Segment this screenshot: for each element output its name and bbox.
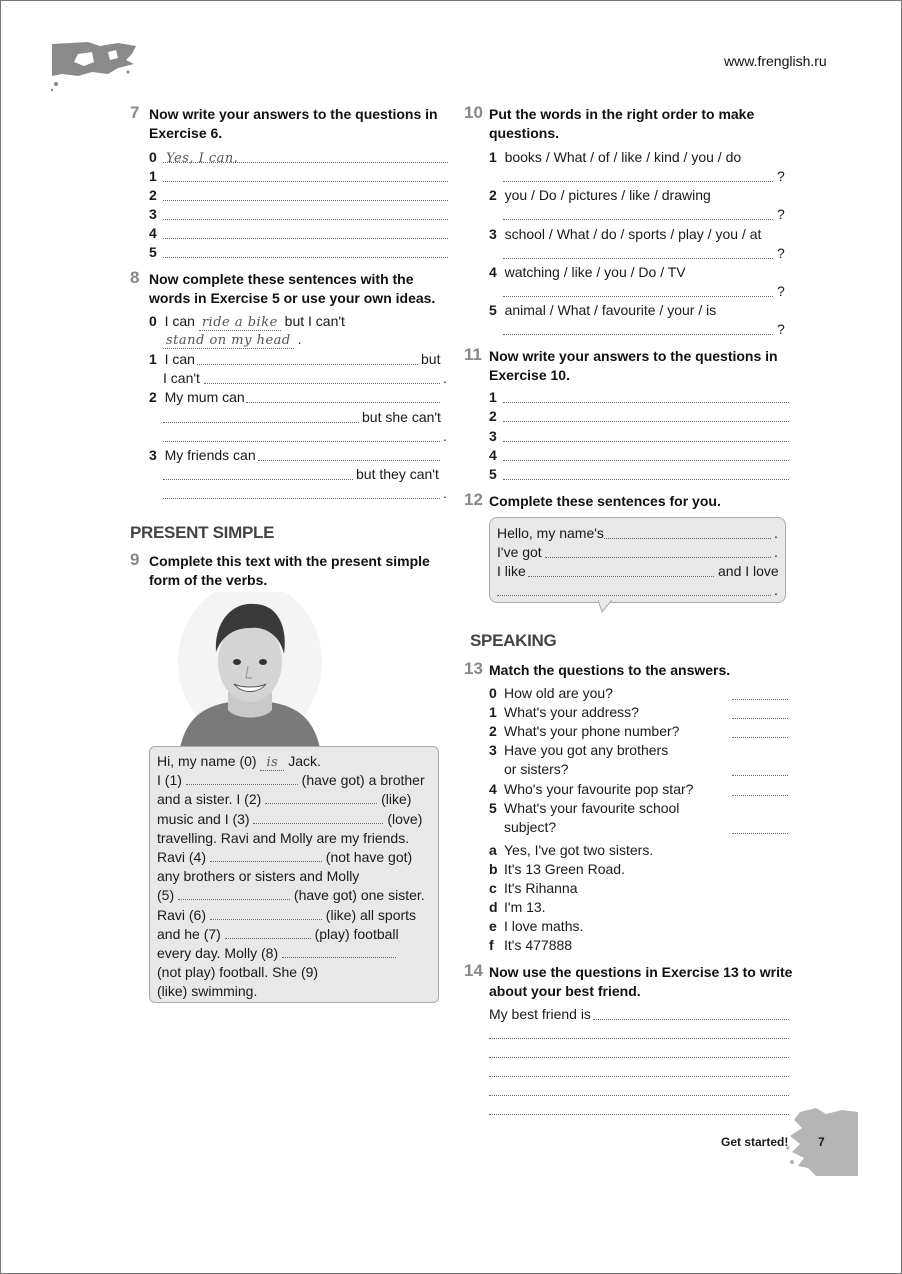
ex10-item-number: 5 <box>489 302 497 318</box>
exercise-14-title-line1: Now use the questions in Exercise 13 to write <box>489 964 793 980</box>
ex9-text-line <box>157 944 396 963</box>
ex8-item-3 <box>149 446 256 465</box>
ex9-text: every day. Molly (8) <box>157 945 279 961</box>
ex9-text: travelling. Ravi and Molly are my friends. <box>157 830 410 846</box>
ex12-blank[interactable] <box>528 562 714 577</box>
ex10-item-number: 1 <box>489 149 497 165</box>
ex8-text: but I can't <box>284 313 345 329</box>
ex14-blank[interactable] <box>489 1062 789 1077</box>
ex11-row-number: 2 <box>489 408 497 424</box>
ex11-blank[interactable] <box>503 427 789 442</box>
exercise-12-title: Complete these sentences for you. <box>489 493 721 509</box>
ex11-blank[interactable] <box>503 407 789 422</box>
ex8-text: I can <box>164 351 195 367</box>
ex7-blank[interactable] <box>163 148 448 163</box>
ex9-text-line <box>157 790 411 809</box>
footer-unit-label: Get started! <box>721 1135 789 1149</box>
ex7-row-number: 0 <box>149 149 157 165</box>
ex7-row-number: 2 <box>149 187 157 203</box>
ex13-answer-text: I'm 13. <box>504 899 546 915</box>
handwritten-answer: ride a bike <box>199 315 281 331</box>
exercise-11-title-line2: Exercise 10. <box>489 367 570 383</box>
ex10-item-number: 2 <box>489 187 497 203</box>
handwritten-answer: is <box>260 755 284 771</box>
ex10-blank[interactable] <box>503 167 773 182</box>
ex11-blank[interactable] <box>503 446 789 461</box>
ex8-blank[interactable] <box>163 427 440 442</box>
ex13-answer-letter: e <box>489 918 497 934</box>
ex8-text: but <box>421 351 441 367</box>
ex10-item <box>489 148 741 167</box>
ex10-question-mark: ? <box>777 206 785 222</box>
ex10-question-mark: ? <box>777 283 785 299</box>
exercise-10-title-line1: Put the words in the right order to make <box>489 106 755 122</box>
ex13-question <box>489 703 639 722</box>
ex13-answer <box>489 841 653 860</box>
ex8-text: but she can't <box>362 409 441 425</box>
ex9-text-line <box>157 867 359 886</box>
exercise-9-title-line2: form of the verbs. <box>149 572 268 588</box>
ex13-answer-blank[interactable] <box>732 687 788 700</box>
section-heading-present-simple: PRESENT SIMPLE <box>130 523 275 542</box>
paint-splat-decoration <box>48 40 140 92</box>
ex13-answer-text: It's 13 Green Road. <box>504 861 625 877</box>
speech-bubble-tail <box>598 600 612 614</box>
boy-photo <box>170 592 330 748</box>
ex14-blank[interactable] <box>489 1100 789 1115</box>
ex9-blank[interactable] <box>253 811 383 824</box>
ex13-question-number: 3 <box>489 742 497 758</box>
ex8-item-number: 1 <box>149 351 157 367</box>
ex13-answer <box>489 879 578 898</box>
ex9-text-line <box>157 848 412 867</box>
ex12-blank[interactable] <box>545 543 771 558</box>
ex13-question <box>489 684 613 703</box>
ex13-question-number: 1 <box>489 704 497 720</box>
ex13-question-text: What's your favourite school <box>504 800 680 816</box>
ex13-answer-text: I love maths. <box>504 918 584 934</box>
ex8-text: I can't <box>163 370 200 386</box>
exercise-8-title <box>149 270 435 308</box>
ex9-text-line <box>157 771 425 790</box>
ex8-blank[interactable] <box>163 484 440 499</box>
page-number: 7 <box>818 1135 825 1149</box>
ex10-item-words: books / What / of / like / kind / you / do <box>504 149 742 165</box>
exercise-7-title-line2: Exercise 6. <box>149 125 223 141</box>
ex8-text: . <box>443 370 447 386</box>
ex13-answer <box>489 898 546 917</box>
ex10-blank[interactable] <box>503 320 773 335</box>
ex9-text: music and I (3) <box>157 811 250 827</box>
exercise-10-title <box>489 105 754 143</box>
ex13-answer-letter: c <box>489 880 497 896</box>
ex10-item-words: you / Do / pictures / like / drawing <box>504 187 711 203</box>
handwritten-answer: stand on my head <box>163 333 294 349</box>
ex13-answer-text: Yes, I've got two sisters. <box>504 842 654 858</box>
ex8-item-number: 0 <box>149 313 157 329</box>
ex13-question <box>489 780 693 799</box>
ex9-text: any brothers or sisters and Molly <box>157 868 360 884</box>
ex8-blank[interactable] <box>246 388 440 403</box>
exercise-13-number: 13 <box>464 659 483 678</box>
ex8-blank[interactable] <box>163 465 353 480</box>
ex10-item <box>489 186 711 205</box>
ex13-question <box>489 741 668 760</box>
ex13-question-text: What's your phone number? <box>504 723 680 739</box>
ex9-blank[interactable] <box>282 945 396 958</box>
ex13-answer <box>489 936 572 955</box>
ex12-text: . <box>774 582 778 598</box>
exercise-8-title-line2: words in Exercise 5 or use your own ideas. <box>149 290 436 306</box>
exercise-9-title <box>149 552 430 590</box>
ex14-blank[interactable] <box>489 1043 789 1058</box>
ex13-answer-blank[interactable] <box>732 763 788 776</box>
exercise-14-title-line2: about your best friend. <box>489 983 641 999</box>
ex9-text: and he (7) <box>157 926 221 942</box>
exercise-8-title-line1: Now complete these sentences with the <box>149 271 414 287</box>
ex13-question-text: What's your address? <box>504 704 639 720</box>
ex9-text: (not play) football. She (9) <box>157 964 319 980</box>
website-url: www.frenglish.ru <box>724 53 827 69</box>
exercise-10-title-line2: questions. <box>489 125 560 141</box>
ex13-question-text: How old are you? <box>504 685 613 701</box>
ex7-blank[interactable] <box>163 224 448 239</box>
exercise-7-title-line1: Now write your answers to the questions in <box>149 106 438 122</box>
ex8-text: My friends can <box>164 447 256 463</box>
ex12-blank[interactable] <box>497 581 771 596</box>
ex9-blank[interactable] <box>186 772 298 785</box>
ex9-text: (have got) a brother <box>301 772 425 788</box>
ex13-question-number: 5 <box>489 800 497 816</box>
ex9-text-line <box>157 925 399 944</box>
exercise-12-number: 12 <box>464 490 483 509</box>
ex13-answer-letter: b <box>489 861 498 877</box>
section-heading-speaking: SPEAKING <box>470 631 557 650</box>
ex9-text-line <box>157 963 318 982</box>
ex9-text: (like) swimming. <box>157 983 258 999</box>
ex8-blank[interactable] <box>258 446 440 461</box>
exercise-11-title <box>489 347 778 385</box>
ex9-text: and a sister. I (2) <box>157 791 262 807</box>
ex12-text: and I love <box>718 563 779 579</box>
ex9-text: (have got) one sister. <box>293 887 425 903</box>
ex11-row-number: 3 <box>489 428 497 444</box>
ex9-text-line <box>157 829 409 848</box>
ex11-row-number: 1 <box>489 389 497 405</box>
ex13-question-number: 2 <box>489 723 497 739</box>
ex9-text-line <box>157 906 416 925</box>
ex8-blank[interactable] <box>197 350 418 365</box>
ex9-text: Hi, my name (0) <box>157 753 257 769</box>
ex10-item-words: animal / What / favourite / your / is <box>504 302 717 318</box>
ex8-text: . <box>443 485 447 501</box>
ex9-text: Ravi (6) <box>157 907 207 923</box>
exercise-14-title <box>489 963 792 1001</box>
ex9-text: (not have got) <box>325 849 413 865</box>
ex12-text: I like <box>497 563 526 579</box>
ex14-blank[interactable] <box>593 1005 789 1020</box>
ex8-text: My mum can <box>164 389 245 405</box>
ex8-item-0 <box>149 312 345 332</box>
ex12-text: . <box>774 525 778 541</box>
ex7-row-number: 1 <box>149 168 157 184</box>
ex13-answer-blank[interactable] <box>732 706 788 719</box>
ex9-blank[interactable] <box>265 791 377 804</box>
ex12-text: . <box>774 544 778 560</box>
ex7-row-number: 4 <box>149 225 157 241</box>
ex13-question <box>489 760 569 779</box>
ex11-row-number: 4 <box>489 447 497 463</box>
ex9-text-line <box>157 982 257 1001</box>
ex9-text: I (1) <box>157 772 182 788</box>
ex9-text: (5) <box>157 887 175 903</box>
ex8-text: . <box>297 331 302 347</box>
ex8-item-number: 2 <box>149 389 157 405</box>
exercise-10-number: 10 <box>464 103 483 122</box>
ex10-item-words: watching / like / you / Do / TV <box>504 264 686 280</box>
ex13-question <box>489 722 679 741</box>
ex9-text: (play) football <box>314 926 399 942</box>
ex14-blank[interactable] <box>489 1081 789 1096</box>
exercise-13-title: Match the questions to the answers. <box>489 662 731 678</box>
ex13-answer-text: It's Rihanna <box>504 880 578 896</box>
ex9-text: Jack. <box>288 753 321 769</box>
ex8-item-2 <box>149 388 245 407</box>
ex10-item-number: 3 <box>489 226 497 242</box>
ex12-blank[interactable] <box>604 524 771 539</box>
ex10-blank[interactable] <box>503 282 773 297</box>
ex13-answer-text: It's 477888 <box>504 937 573 953</box>
exercise-14-number: 14 <box>464 961 483 980</box>
ex9-text-line <box>157 810 422 829</box>
ex8-blank[interactable] <box>163 408 359 423</box>
ex13-question-number: 0 <box>489 685 497 701</box>
exercise-7-number: 7 <box>130 103 140 122</box>
ex13-answer-blank[interactable] <box>732 821 788 834</box>
ex13-question-text: Who's your favourite pop star? <box>504 781 694 797</box>
ex8-item-number: 3 <box>149 447 157 463</box>
ex10-item-words: school / What / do / sports / play / you / at <box>504 226 762 242</box>
ex10-item <box>489 225 761 244</box>
ex13-question-text: or sisters? <box>504 761 569 777</box>
ex7-blank[interactable] <box>163 205 448 220</box>
handwritten-answer: Yes, I can. <box>166 151 239 166</box>
ex13-answer-letter: f <box>489 937 494 953</box>
ex13-answer <box>489 917 583 936</box>
ex7-row-number: 3 <box>149 206 157 222</box>
ex12-text: Hello, my name's <box>497 525 604 541</box>
exercise-9-number: 9 <box>130 550 140 569</box>
ex9-blank[interactable] <box>210 849 322 862</box>
ex10-question-mark: ? <box>777 168 785 184</box>
ex9-text: (like) <box>381 791 412 807</box>
ex7-blank[interactable] <box>163 167 448 182</box>
ex11-row-number: 5 <box>489 466 497 482</box>
ex9-blank[interactable] <box>225 926 311 939</box>
ex10-blank[interactable] <box>503 205 773 220</box>
ex13-question-number: 4 <box>489 781 497 797</box>
ex8-blank[interactable] <box>204 369 440 384</box>
exercise-7-title <box>149 105 438 143</box>
ex9-blank[interactable] <box>178 887 290 900</box>
ex10-question-mark: ? <box>777 245 785 261</box>
exercise-8-number: 8 <box>130 268 140 287</box>
ex9-text: Ravi (4) <box>157 849 207 865</box>
ex9-blank[interactable] <box>210 907 322 920</box>
ex13-answer-blank[interactable] <box>732 725 788 738</box>
exercise-11-title-line1: Now write your answers to the questions in <box>489 348 778 364</box>
ex7-blank[interactable] <box>163 186 448 201</box>
exercise-9-title-line1: Complete this text with the present simple <box>149 553 430 569</box>
ex11-blank[interactable] <box>503 465 789 480</box>
ex8-text: I can <box>164 313 195 329</box>
ex13-answer-blank[interactable] <box>732 783 788 796</box>
ex10-question-mark: ? <box>777 321 785 337</box>
ex7-blank[interactable] <box>163 243 448 258</box>
ex9-text-line <box>157 752 321 772</box>
ex8-text: . <box>443 428 447 444</box>
ex9-text: (love) <box>387 811 423 827</box>
ex8-item-0-cont <box>163 330 302 350</box>
ex8-item-1 <box>149 350 195 369</box>
ex13-question <box>489 799 679 818</box>
ex10-item <box>489 263 686 282</box>
ex13-answer-letter: a <box>489 842 497 858</box>
ex13-question <box>489 818 556 837</box>
ex12-text: I've got <box>497 544 542 560</box>
ex13-answer-letter: d <box>489 899 498 915</box>
ex10-item <box>489 301 716 320</box>
ex13-question-text: subject? <box>504 819 557 835</box>
ex8-text: but they can't <box>356 466 439 482</box>
ex14-blank[interactable] <box>489 1024 789 1039</box>
ex11-blank[interactable] <box>503 388 789 403</box>
ex9-text: (like) all sports <box>325 907 417 923</box>
ex9-text-line <box>157 886 425 905</box>
ex13-answer <box>489 860 625 879</box>
ex7-row-number: 5 <box>149 244 157 260</box>
exercise-11-number: 11 <box>464 345 482 364</box>
ex10-item-number: 4 <box>489 264 497 280</box>
ex10-blank[interactable] <box>503 244 773 259</box>
ex14-text: My best friend is <box>489 1006 591 1022</box>
ex13-question-text: Have you got any brothers <box>504 742 669 758</box>
